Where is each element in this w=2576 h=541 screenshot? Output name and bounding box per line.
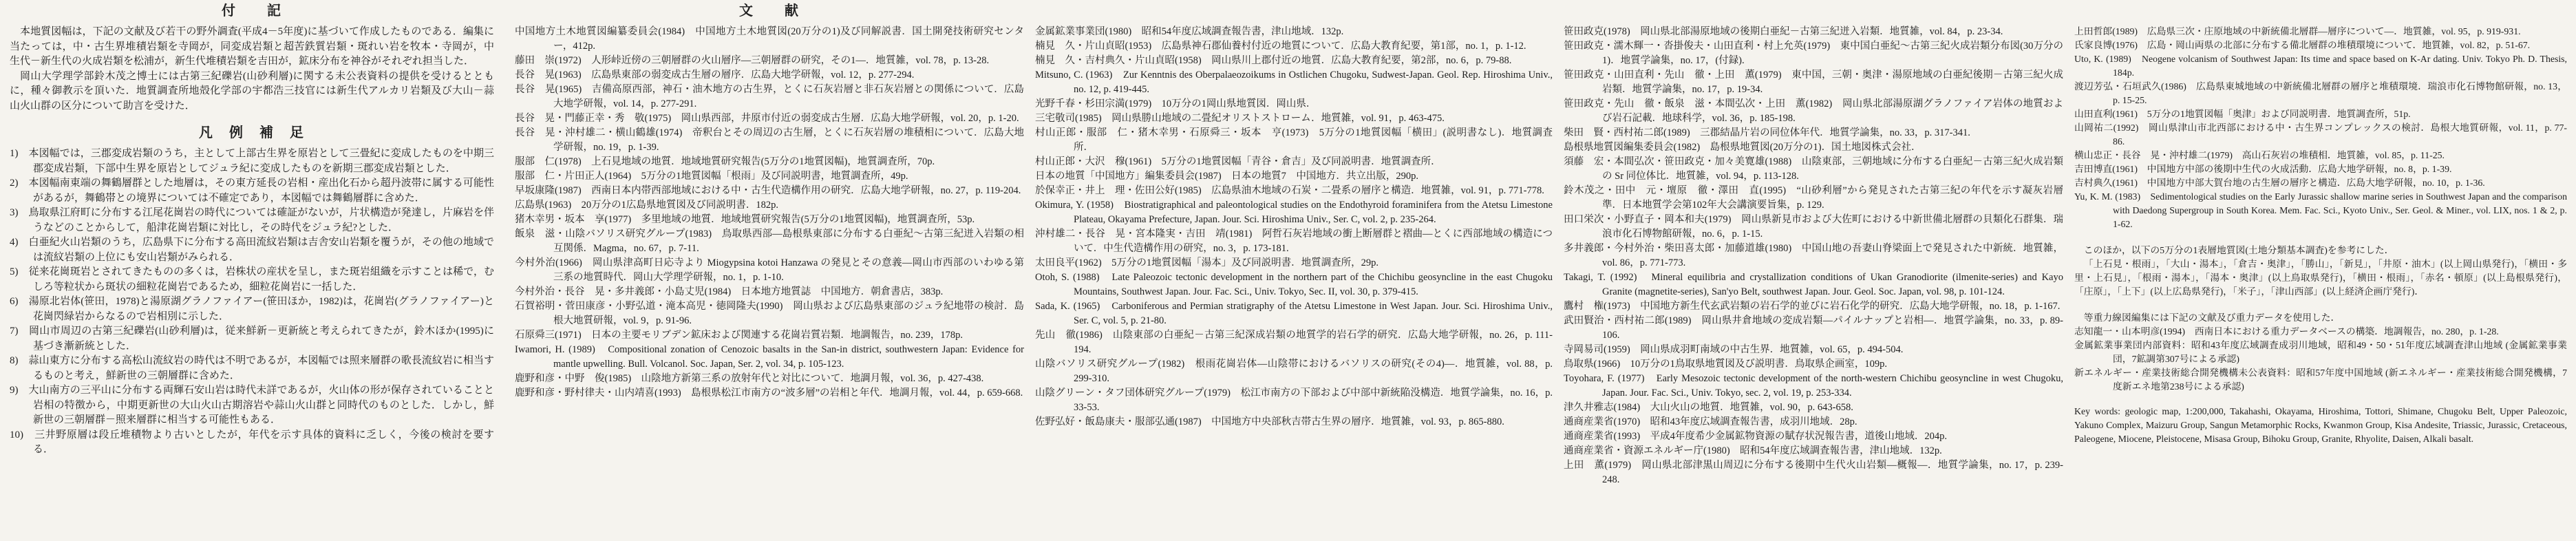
reference-entry: 長谷 晃・門藤正幸・秀 敬(1975) 岡山県西部，井原市付近の弱変成古生層．広島大地学研報，vol. 20，p. 1-20.	[515, 113, 1019, 124]
legend-note-item: 8) 蒜山東方に分布する高松山流紋岩の時代は不明であるが，本図幅では照来層群の歌長流紋岩に相当するものと考え，鮮新世の三朝層群に含めた．	[10, 355, 494, 381]
legend-note-item: 4) 白亜紀火山岩類のうち，広島県下に分布する高田流紋岩類は吉舎安山岩類を覆うが，その他の地域では流紋岩類の上位にも安山岩類がみられる．	[10, 237, 494, 263]
appendix-paragraphs	[10, 25, 494, 114]
reference-entry: 須藤 宏・本間弘次・笹田政克・加々美寛雄(1988) 山陰東部，三朝地域に分布する白亜紀－古第三紀火成岩類の Sr 同位体比．地質雑，vol. 94，p. 113-128.	[1564, 156, 2063, 182]
reference-entry: 服部 仁(1978) 上石見地域の地質．地域地質研究報告(5万分の1地質図幅)，地質調査所，70p.	[515, 156, 935, 167]
reference-entry: 長谷 晃(1965) 吉備高原西部，神石・油木地方の古生界，とくに石灰岩層と非石灰岩層との関係について．広島大地学研報，vol. 14，p. 277-291.	[515, 84, 1024, 109]
reference-entry: 笹田政克(1978) 岡山県北部湯原地域の後期白亜紀－古第三紀迸入岩類．地質雑，vol. 84，p. 23-34.	[1564, 26, 2003, 37]
reference-entry: 寺岡易司(1959) 岡山県成羽町南域の中古生界．地質雑，vol. 65，p. 494-504.	[1564, 344, 1904, 355]
reference-entry: 藤田 崇(1972) 人形峠近傍の三朝層群の火山層序―三朝層群の研究，その1―．地質雑，vol. 78，p. 13-28.	[515, 55, 990, 66]
legend-note-item: 6) 湯原北岩体(笹田，1978)と湯原湖グラノファイアー(笹田ほか，1982)は，花崗岩(グラノファイアー)と花崗閃緑岩からなるので岩相別に示した．	[10, 296, 494, 322]
references-list-2	[1035, 25, 1553, 429]
legend-note-item: 5) 従来花崗斑岩とされてきたものの多くは，岩株状の産状を呈し，また斑岩組織を示すことは稀で，むしろ等粒状から斑状の細粒花崗岩であるため，細粒花崗岩に一括した．	[10, 266, 494, 293]
reference-entry: 笹田政克・先山 徹・飯泉 滋・本間弘次・上田 薫(1982) 岡山県北部湯原湖グラノファイア岩体の地質および岩石記載．地球科学，vol. 36，p. 185-198.	[1564, 98, 2063, 124]
reference-entry: 鹿野和彦・野村律夫・山内靖喜(1993) 島根県松江市南方の“波多層”の岩相と年代．地調月報，vol. 44，p. 659-668.	[515, 388, 1023, 399]
reference-entry: 吉村典久(1961) 中国地方中部大賀台地の古生層の層序と構造．広島大地学研報，no. 10，p. 1-36.	[2074, 178, 2485, 188]
reference-entry: 今村外治(1966) 岡山県津高町日応寺より Miogypsina kotoi Hanzawa の発見とその意義―岡山市西部のいわゆる第三系の地質時代．岡山大学理学研報，no. 1，p. 1-10.	[515, 257, 1024, 283]
reference-entry: 中国地方土木地質図編纂委員会(1984) 中国地方土木地質図(20万分の1)及び同解説書．国土開発技術研究センター，412p.	[515, 26, 1024, 52]
reference-entry: 通商産業省(1993) 平成4年度希少金属鉱物資源の賦存状況報告書，道後山地域．204p.	[1564, 431, 1948, 442]
reference-entry: 笹田政克・濡木輝一・沓掛俊夫・山田直利・村上允英(1979) 東中国白亜紀～古第三紀火成岩類分布図(30万分の1)．地質学論集，no. 17，(付録).	[1564, 41, 2063, 66]
reference-entry: 鹿野和彦・中野 俊(1985) 山陰地方新第三系の放射年代と対比について．地調月報，vol. 36，p. 427-438.	[515, 373, 984, 384]
appendix-paragraph: 岡山大学理学部鈴木茂之博士には古第三紀礫岩(山砂利層)に関する未公表資料の提供を受けるとともに，種々御教示を頂いた．地質調査所地殻化学部の宇都浩三技官には新生代アルカリ岩類及び大山－蒜山火山群の区分について助言を受けた．	[10, 70, 494, 112]
reference-entry: 日本の地質「中国地方」編集委員会(1987) 日本の地質7 中国地方．共立出版，290p.	[1035, 171, 1419, 182]
appendix-paragraph: 本地質図幅は，下記の文献及び若干の野外調査(平成4－5年度)に基づいて作成したものである．編集に当たっては，中・古生界堆積岩類を寺岡が，同変成岩類と超苦鉄質岩類・斑れい岩を牧本・寺岡が，中生代－新生代の火成岩類を松浦が，新生代堆積岩類を吉田が，鉱床分布を神谷がそれぞれ担当した．	[10, 26, 494, 67]
reference-entry: Otoh, S. (1988) Late Paleozoic tectonic development in the northern part of the Chichibu geosyncline in the east Chugoku Mountains, Southwest Japan. Jour. Fac. Sci., Univ. Tokyo, Sec. II, vol. 30, p. 379-415.	[1035, 272, 1553, 297]
references-column-3	[1564, 0, 2063, 541]
reference-entry: 沖村雄二・長谷 晃・宮本隆実・吉田 靖(1981) 阿哲石灰岩地域の衝上断層群と褶曲―とくに西部地域の構造について．中生代造構作用の研究，no. 3，p. 173-181.	[1035, 229, 1553, 254]
legend-note-item: 9) 大山南方の三平山に分布する両輝石安山岩は時代未詳であるが，火山体の形が保存されていることと岩相の特徴から，中期更新世の大山火山古期溶岩や蒜山火山群と同時代のものとした．しかし，鮮新世の三朝層群－照来層群に相当する可能性もある．	[10, 385, 494, 425]
reference-entry: Sada, K. (1965) Carboniferous and Permian stratigraphy of the Atetsu Limestone in West Japan. Jour. Sci. Hiroshima Univ., Ser. C, vol. 5, p. 21-80.	[1035, 301, 1553, 326]
reference-entry: Takagi, T. (1992) Mineral equilibria and crystallization conditions of Ukan Granodiorite (ilmenite-series) and Kayo Granite (magnetite-series), San'yo Belt, southwest Japan. Jour. Geol. Soc. Japan, vol. 98, p. 101-124.	[1564, 272, 2063, 297]
reference-entry: 多井義郎・今村外治・柴田喜太郎・加藤道雄(1980) 中国山地の吾妻山脊梁面上で発見された中新統．地質雑，vol. 86，p. 771-773.	[1564, 243, 2063, 268]
reference-entry: 渡辺芳弘・石垣武久(1986) 広島県東城地域の中新統備北層群の層序と堆積環境．瑞浪市化石博物館研報，no. 13，p. 15-25.	[2074, 81, 2567, 105]
reference-entry: 金属鉱業事業団(1980) 昭和54年度広域調査報告書，津山地域．132p.	[1035, 26, 1344, 37]
reference-entry: Iwamori, H. (1989) Compositional zonation of Cenozoic basalts in the San-in district, southwestern Japan: Evidence for mantle upwelling. Bull. Volcanol. Soc. Japan, Ser. 2, vol. 34, p. 105-123.	[515, 344, 1024, 370]
reference-entry: 田口栄次・小野直子・岡本和夫(1979) 岡山県新見市および大佐町における中新世備北層群の貝類化石群集．瑞浪市化石博物館研報，no. 6，p. 1-15.	[1564, 214, 2063, 240]
reference-entry: 楠見 久・片山貞昭(1953) 広島県神石郡仙養村付近の地質について．広島大教育紀要，第1部，no. 1，p. 1-12.	[1035, 41, 1526, 52]
reference-entry: 通商産業省・資源エネルギー庁(1980) 昭和54年度広域調査報告書，津山地域．132p.	[1564, 445, 1942, 456]
reference-entry: 村山正郎・大沢 穆(1961) 5万分の1地質図幅「青谷・倉吉」及び同説明書．地質調査所．	[1035, 156, 1441, 167]
reference-entry: 鷹村 権(1973) 中国地方新生代玄武岩類の岩石学的並びに岩石化学的研究．広島大地学研報，no. 18，p. 1-167.	[1564, 301, 2061, 312]
legend-notes-list	[10, 147, 494, 458]
reference-entry: 山陰グリーン・タフ団体研究グループ(1979) 松江市南方の下部および中部中新統陥没構造．地質学論集，no. 16，p. 33-53.	[1035, 388, 1553, 413]
reference-entry: 上田 薫(1979) 岡山県北部津黒山周辺に分布する後期中生代火山岩類―概報―．地質学論集，no. 17，p. 239-248.	[1564, 460, 2063, 485]
references-list-1	[515, 25, 1024, 401]
appendix-title: 付 記	[222, 3, 282, 19]
reference-entry: 先山 徹(1986) 山陰東部の白亜紀－古第三紀深成岩類の地質学的岩石学的研究．広島大地学研報，no. 26，p. 111-194.	[1035, 330, 1553, 355]
reference-entry: 柴田 賢・西村祐二郎(1989) 三郡結晶片岩の同位体年代．地質学論集，no. 33，p. 317-341.	[1564, 127, 1970, 138]
reference-entry: 早坂康隆(1987) 西南日本内帯西部地域における中・古生代造構作用の研究．広島大地学研報，no. 27，p. 119-204.	[515, 185, 1021, 196]
keywords-block: Key words: geologic map, 1:200,000, Takahashi, Okayama, Hiroshima, Tottori, Shimane, Chugoku Belt, Upper Paleozoic, Yakuno Complex, Maizuru Group, Sangun Metamorphic Rocks, Kwanmon Group, Kisa Andesite, Triassic, Jurassic, Cretaceous, Paleogene, Miocene, Pleistocene, Misasa Group, Bihoku Group, Granite, Rhyolite, Daisen, Alkali basalt.	[2074, 406, 2567, 444]
reference-entry: Yu, K. M. (1983) Sedimentological studies on the Early Jurassic shallow marine series in Southwest Japan and the comparison with Daedong Supergroup in South Korea. Mem. Fac. Sci., Kyoto Univ., Ser. Geol. & Miner., vol. LIX, nos. 1 & 2, p. 1-62.	[2074, 191, 2567, 229]
reference-entry: 村山正郎・服部 仁・猪木幸男・石原舜三・坂本 亨(1973) 5万分の1地質図幅「横田」(説明書なし)．地質調査所．	[1035, 127, 1553, 153]
reference-entry: 石原舜三(1971) 日本の主要モリブデン鉱床および関連する花崗岩質岩類．地調報告，no. 239，178p.	[515, 330, 963, 341]
legend-note-item: 2) 本図幅南東端の舞鶴層群とした地層は，その東方延長の岩相・産出化石から超丹波帯に属する可能性があるが，舞鶴帯との境界については不確定であり，本図幅では舞鶴層群に含めた．	[10, 178, 494, 204]
reference-entry: 佐野弘好・飯島康夫・服部弘通(1987) 中国地方中央部秋吉帯古生界の層序．地質雑，vol. 93，p. 865-880.	[1035, 416, 1504, 427]
reference-entry: Toyohara, F. (1977) Early Mesozoic tectonic development of the north-western Chichibu geosyncline in west Chugoku, Japan. Jour. Fac. Sci., Univ. Tokyo, sec. 2, vol. 19, p. 253-334.	[1564, 373, 2063, 399]
reference-entry: 山田直利(1961) 5万分の1地質図幅「奥津」および同説明書．地質調査所，51p.	[2074, 109, 2411, 119]
reference-entry: Uto, K. (1989) Neogene volcanism of Southwest Japan: Its time and space based on K-Ar dating. Univ. Tokyo Ph. D. Thesis, 184p.	[2074, 54, 2567, 78]
reference-entry: Mitsuno, C. (1963) Zur Kenntnis des Oberpalaeozoikums in Ostlichen Chugoku, Sudwest-Japan. Geol. Rep. Hiroshima Univ., no. 12, p. 419-445.	[1035, 70, 1553, 95]
reference-entry: 石賀裕明・菅田康彦・小野弘道・滝本高児・徳岡隆夫(1990) 岡山県および広島県東部のジュラ紀地帯の検討．島根大地質研報，vol. 9，p. 91-96.	[515, 301, 1024, 326]
surface-maps-list: 「上石見・根雨」，「大山・湯本」，「倉吉・奥津」，「勝山」，「新見」，「井原・油木」(以上岡山県発行)，「横田・多里・上石見」，「根雨・湯本」，「湯本・奥津」(以上鳥取県発行)，「横田・根雨」，「赤名・頓原」(以上島根県発行)，「庄原」，「上下」(以上広島県発行)，「米子」，「津山西部」(以上経済企画庁発行)．	[2074, 259, 2567, 297]
reference-entry: 於保幸正・井上 理・佐田公好(1985) 広島県油木地域の石炭・二畳系の層序と構造．地質雑，vol. 91，p. 771-778.	[1035, 185, 1544, 196]
reference-entry: 氏家良博(1976) 広島・岡山両県の北部に分布する備北層群の堆積環境について．地質雑，vol. 82，p. 51-67.	[2074, 40, 2531, 50]
reference-entry: 長谷 晃(1963) 広島県東部の弱変成古生層の層序．広島大地学研報，vol. 12，p. 277-294.	[515, 70, 915, 81]
references-list-3	[1564, 25, 2063, 487]
legend-notes-title: 凡 例 補 足	[199, 125, 305, 140]
references-column-1	[515, 0, 1024, 541]
gravity-source-entry: 志知龍一・山本明彦(1994) 西南日本における重力データベースの構築．地調報告，no. 280，p. 1-28.	[2074, 326, 2499, 337]
legend-note-item: 10) 三井野原層は段丘堆積物より古いとしたが，年代を示す具体的資料に乏しく，今後の検討を要する．	[10, 429, 494, 455]
reference-entry: 山岡祐二(1992) 岡山県津山市北西部における中・古生界コンプレックスの検討．島根大地質研報，vol. 11，p. 77-86.	[2074, 123, 2567, 147]
gravity-source-entry: 金属鉱業事業団内部資料：昭和43年度広域調査成羽川地域，昭和49・50・51年度広域調査津山地域 (金属鉱業事業団，7鉱調第307号による承認)	[2074, 340, 2567, 364]
reference-entry: 光野千春・杉田宗満(1979) 10万分の1岡山県地質図．岡山県．	[1035, 98, 1317, 109]
reference-entry: 猪木幸男・坂本 享(1977) 多里地域の地質．地域地質研究報告(5万分の1地質図幅)，地質調査所，53p.	[515, 214, 975, 225]
reference-entry: 鳥取県(1966) 10万分の1鳥取県地質図及び説明書．鳥取県企画室，109p.	[1564, 359, 1888, 370]
reference-entry: 通商産業省(1970) 昭和43年度広域調査報告書，成羽川地域．28p.	[1564, 416, 1858, 427]
surface-maps-intro: このほか，以下の5万分の1表層地質図(土地分類基本調査)を参考にした．	[2083, 245, 2394, 255]
reference-entry: 長谷 晃・沖村雄二・横山鶴雄(1974) 帝釈台とその周辺の古生層，とくに石灰岩層の堆積相について．広島大地学研報，no. 19，p. 1-39.	[515, 127, 1024, 153]
reference-entry: 服部 仁・片田正人(1964) 5万分の1地質図幅「根雨」及び同説明書，地質調査所，49p.	[515, 171, 908, 182]
reference-entry: Okimura, Y. (1958) Biostratigraphical and paleontological studies on the Endothyroid foraminifera from the Atetsu Limestone Plateau, Okayama Prefecture, Japan. Jour. Sci. Hiroshima Univ., Ser. C, vol. 2, p. 235-264.	[1035, 200, 1553, 225]
gravity-source-entry: 新エネルギー・産業技術総合開発機構未公表資料：昭和57年度中国地域 (新エネルギー・産業技術総合開発機構，7度新エネ地第238号による承認)	[2074, 368, 2567, 392]
references-column-4	[2074, 0, 2567, 541]
reference-entry: 楠見 久・吉村典久・片山貞昭(1958) 岡山県川上郡付近の地質．広島大教育紀要，第2部，no. 6，p. 79-88.	[1035, 55, 1512, 66]
reference-entry: 笹田政克・山田直利・先山 徹・上田 薫(1979) 東中国，三朝・奥津・湯原地域の白亜紀後期－古第三紀火成岩類．地質学論集，no. 17，p. 19-34.	[1564, 70, 2063, 95]
reference-entry: 津久井雅志(1984) 大山火山の地質．地質雑，vol. 90，p. 643-658.	[1564, 402, 1853, 413]
reference-entry: 島根県地質図編集委員会(1982) 島根県地質図(20万分の1)．国土地図株式会社．	[1564, 142, 1922, 153]
reference-entry: 上田哲郎(1989) 広島県三次・庄原地域の中新統備北層群―層序について―．地質雑，vol. 95，p. 919-931.	[2074, 26, 2521, 36]
gravity-sources-list	[2074, 325, 2567, 394]
legend-note-item: 1) 本図幅では，三郡変成岩類のうち，主として上部古生界を原岩として三畳紀に変成したものを中期三郡変成岩類，下部中生界を原岩としてジュラ紀に変成したものを新期三郡変成岩類とした．	[10, 148, 494, 174]
references-list-4	[2074, 25, 2567, 231]
reference-entry: 太田良平(1962) 5万分の1地質図幅「湯本」及び同説明書．地質調査所，29p.	[1035, 257, 1379, 268]
reference-entry: 広島県(1963) 20万分の1広島県地質図及び同説明書．182p.	[515, 200, 779, 211]
gravity-intro: 等重力線図編集には下記の文献及び重力データを使用した．	[2083, 312, 2341, 323]
appendix-and-legend-column	[10, 0, 494, 541]
reference-entry: 飯泉 滋・山陰バソリス研究グループ(1983) 鳥取県西部―島根県東部に分布する白亜紀～古第三紀迸入岩類の相互関係．Magma，no. 67，p. 7-11.	[515, 229, 1024, 254]
reference-entry: 武田賢治・西村祐二郎(1989) 岡山県井倉地域の変成岩類―パイルナップと岩相―．地質学論集，no. 33，p. 89-106.	[1564, 315, 2063, 341]
legend-note-item: 7) 岡山市周辺の古第三紀礫岩(山砂利層)は，従来鮮新－更新統と考えられてきたが，鈴木ほか(1995)に基づき漸新統とした．	[10, 326, 494, 352]
legend-note-item: 3) 鳥取県江府町に分布する江尾花崗岩の時代については確証がないが，片状構造が発達し，片麻岩を伴うなどのことからして，船津花崗岩類に対比し，その時代をジュラ紀?とした．	[10, 207, 494, 233]
reference-entry: 三宅敬司(1985) 岡山県勝山地域の二畳紀オリストストローム．地質雑，vol. 91，p. 463-475.	[1035, 113, 1445, 124]
reference-entry: 吉田博直(1961) 中国地方中部の後期中生代の火成活動．広島大地学研報，no. 8，p. 1-39.	[2074, 164, 2452, 174]
reference-entry: 今村外治・長谷 晃・多井義郎・小島丈児(1984) 日本地方地質誌 中国地方．朝倉書店，383p.	[515, 286, 944, 297]
references-column-2	[1035, 0, 1553, 541]
reference-entry: 鈴木茂之・田中 元・壇原 徹・澤田 直(1995) “山砂利層”から発見された古第三紀の年代を示す凝灰岩層準．日本地質学会第102年大会講演要旨集，p. 129.	[1564, 185, 2063, 211]
references-title: 文 献	[739, 3, 800, 19]
reference-entry: 横山忠正・長谷 晃・沖村雄二(1979) 高山石灰岩の堆積相．地質雑，vol. 85，p. 11-25.	[2074, 150, 2445, 160]
reference-entry: 山陰バソリス研究グループ(1982) 根雨花崗岩体―山陰帯におけるバソリスの研究(その4)―．地質雑，vol. 88，p. 299-310.	[1035, 359, 1553, 384]
